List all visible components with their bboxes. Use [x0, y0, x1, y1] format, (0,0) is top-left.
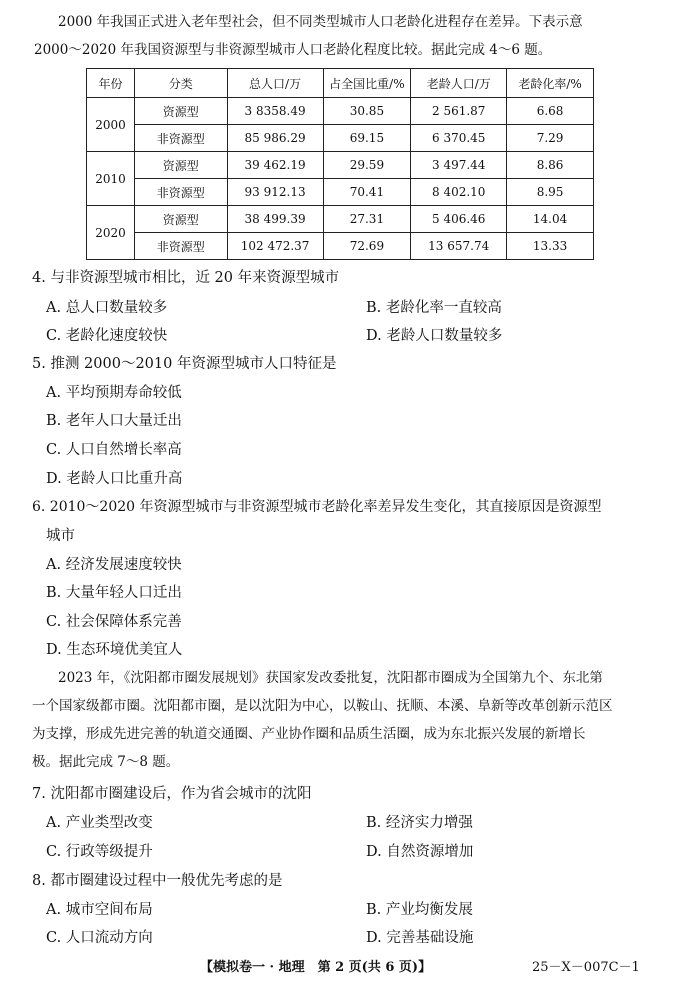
- total-population-cell: 93 912.13: [227, 179, 323, 206]
- elderly-population-cell: 3 497.44: [411, 152, 507, 179]
- year-cell: 2000: [87, 98, 135, 152]
- elderly-population-cell: 5 406.46: [411, 206, 507, 233]
- national-share-cell: 27.31: [323, 206, 411, 233]
- total-population-cell: 39 462.19: [227, 152, 323, 179]
- aging-rate-cell: 8.95: [507, 179, 594, 206]
- question-8-option-c: C. 人口流动方向: [46, 930, 153, 946]
- header-category: 分类: [134, 69, 227, 98]
- elderly-population-cell: 8 402.10: [411, 179, 507, 206]
- category-cell: 资源型: [134, 206, 227, 233]
- question-4-option-a: A. 总人口数量较多: [46, 300, 168, 316]
- year-cell: 2020: [87, 206, 135, 260]
- question-5-option-c: C. 人口自然增长率高: [46, 442, 182, 458]
- table-row: [87, 233, 594, 260]
- category-cell: 非资源型: [134, 125, 227, 152]
- question-6-stem-line-1: 6. 2010～2020 年资源型城市与非资源型城市老龄化率差异发生变化，其直接原因是资源型: [32, 499, 602, 515]
- elderly-population-cell: 6 370.45: [411, 125, 507, 152]
- category-cell: 资源型: [134, 98, 227, 125]
- question-5-option-b: B. 老年人口大量迁出: [46, 413, 182, 429]
- question-5-option-a: A. 平均预期寿命较低: [46, 385, 182, 401]
- intro-paragraph-2-line-2: 一个国家级都市圈。沈阳都市圈，是以沈阳为中心，以鞍山、抚顺、本溪、阜新等改革创新示范区: [32, 698, 613, 714]
- question-8-option-a: A. 城市空间布局: [46, 902, 153, 918]
- intro-paragraph-2-line-3: 为支撑，形成先进完善的轨道交通圈、产业协作圈和品质生活圈，成为东北振兴发展的新增长: [32, 726, 586, 742]
- question-8-stem: 8. 都市圈建设过程中一般优先考虑的是: [32, 873, 283, 889]
- question-7-option-d: D. 自然资源增加: [366, 844, 474, 860]
- question-5-option-d: D. 老龄人口比重升高: [46, 471, 183, 487]
- intro-paragraph-2-line-1: 2023 年，《沈阳都市圈发展规划》获国家发改委批复，沈阳都市圈成为全国第九个、东北第: [58, 670, 603, 686]
- header-year: 年份: [87, 69, 135, 98]
- intro-paragraph-1-line-2: 2000～2020 年我国资源型与非资源型城市人口老龄化程度比较。据此完成 4～6 题。: [34, 42, 552, 58]
- aging-rate-cell: 6.68: [507, 98, 594, 125]
- header-aging-rate: 老龄化率/%: [507, 69, 594, 98]
- national-share-cell: 30.85: [323, 98, 411, 125]
- question-7-option-c: C. 行政等级提升: [46, 844, 153, 860]
- national-share-cell: 70.41: [323, 179, 411, 206]
- question-4-option-d: D. 老龄人口数量较多: [366, 328, 503, 344]
- intro-paragraph-1-line-1: 2000 年我国正式进入老年型社会，但不同类型城市人口老龄化进程存在差异。下表示意: [58, 14, 583, 30]
- aging-rate-cell: 13.33: [507, 233, 594, 260]
- aging-rate-cell: 7.29: [507, 125, 594, 152]
- question-5-stem: 5. 推测 2000～2010 年资源型城市人口特征是: [32, 356, 337, 372]
- total-population-cell: 102 472.37: [227, 233, 323, 260]
- aging-rate-cell: 8.86: [507, 152, 594, 179]
- year-cell: 2010: [87, 152, 135, 206]
- question-7-stem: 7. 沈阳都市圈建设后，作为省会城市的沈阳: [32, 786, 312, 802]
- category-cell: 非资源型: [134, 233, 227, 260]
- footer-code: 25－X－007C－1: [532, 960, 640, 975]
- question-8-option-d: D. 完善基础设施: [366, 930, 474, 946]
- national-share-cell: 72.69: [323, 233, 411, 260]
- total-population-cell: 38 499.39: [227, 206, 323, 233]
- header-total-population: 总人口/万: [227, 69, 323, 98]
- table-row: [87, 206, 594, 233]
- category-cell: 非资源型: [134, 179, 227, 206]
- intro-paragraph-2-line-4: 极。据此完成 7～8 题。: [32, 754, 180, 770]
- category-cell: 资源型: [134, 152, 227, 179]
- footer-title: 【模拟卷一 · 地理 第 2 页(共 6 页)】: [200, 960, 432, 975]
- table-row: [87, 98, 594, 125]
- total-population-cell: 85 986.29: [227, 125, 323, 152]
- question-6-option-b: B. 大量年轻人口迁出: [46, 585, 182, 601]
- table-row: [87, 125, 594, 152]
- question-6-option-a: A. 经济发展速度较快: [46, 557, 182, 573]
- total-population-cell: 3 8358.49: [227, 98, 323, 125]
- header-national-share: 占全国比重/%: [323, 69, 411, 98]
- question-4-option-b: B. 老龄化率一直较高: [366, 300, 502, 316]
- question-6-option-c: C. 社会保障体系完善: [46, 614, 182, 630]
- national-share-cell: 29.59: [323, 152, 411, 179]
- table-row: [87, 179, 594, 206]
- header-elderly-population: 老龄人口/万: [411, 69, 507, 98]
- question-7-option-a: A. 产业类型改变: [46, 815, 153, 831]
- question-6-stem-line-2: 城市: [46, 528, 75, 544]
- question-4-stem: 4. 与非资源型城市相比，近 20 年来资源型城市: [32, 270, 340, 286]
- question-7-option-b: B. 经济实力增强: [366, 815, 473, 831]
- table-header-row: [87, 69, 594, 98]
- table-row: [87, 152, 594, 179]
- elderly-population-cell: 13 657.74: [411, 233, 507, 260]
- elderly-population-cell: 2 561.87: [411, 98, 507, 125]
- national-share-cell: 69.15: [323, 125, 411, 152]
- question-6-option-d: D. 生态环境优美宜人: [46, 642, 183, 658]
- question-4-option-c: C. 老龄化速度较快: [46, 328, 168, 344]
- question-8-option-b: B. 产业均衡发展: [366, 902, 473, 918]
- population-aging-table: [86, 68, 594, 260]
- aging-rate-cell: 14.04: [507, 206, 594, 233]
